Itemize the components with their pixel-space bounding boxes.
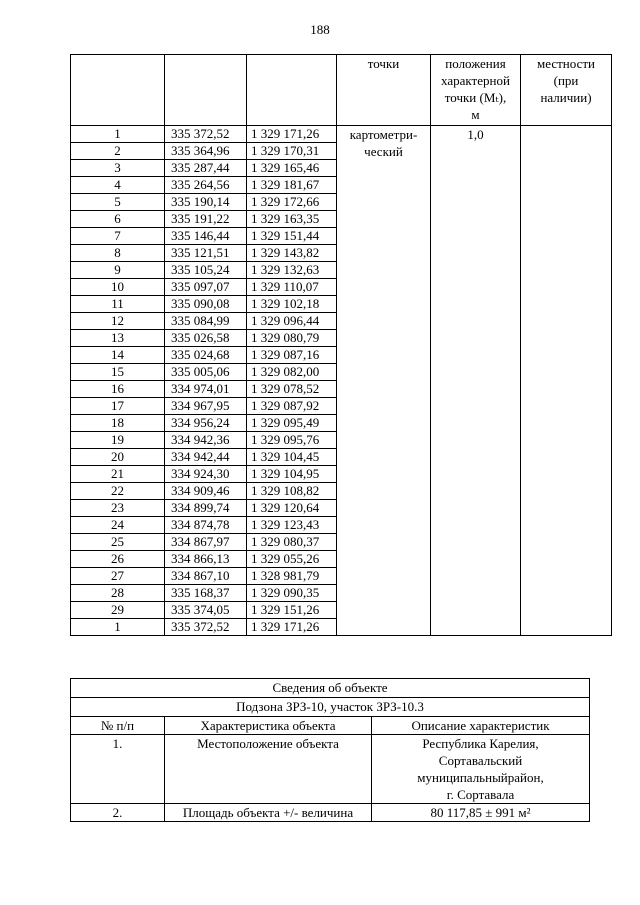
object-info-title: Сведения об объекте [71,679,590,698]
description-line: г. Сортавала [446,787,515,802]
y-coordinate-cell: 1 329 102,18 [247,296,337,313]
header-line: характерной [441,73,510,88]
point-number-cell: 26 [71,551,165,568]
point-number-cell: 27 [71,568,165,585]
point-number-cell: 22 [71,483,165,500]
x-coordinate-cell: 335 121,51 [165,245,247,262]
x-coordinate-cell: 334 924,30 [165,466,247,483]
info-row-characteristic: Местоположение объекта [165,735,372,804]
point-number-cell: 7 [71,228,165,245]
x-coordinate-cell: 334 942,44 [165,449,247,466]
method-line: картометри- [349,127,418,142]
y-coordinate-cell: 1 329 087,92 [247,398,337,415]
x-coordinate-cell: 335 372,52 [165,126,247,143]
y-coordinate-cell: 1 329 172,66 [247,194,337,211]
y-coordinate-cell: 1 329 055,26 [247,551,337,568]
description-line: муниципальныйрайон, [417,770,544,785]
y-coordinate-cell: 1 329 151,44 [247,228,337,245]
y-coordinate-cell: 1 329 104,45 [247,449,337,466]
y-coordinate-cell: 1 329 090,35 [247,585,337,602]
y-coordinate-cell: 1 329 096,44 [247,313,337,330]
y-coordinate-cell: 1 329 082,00 [247,364,337,381]
point-number-cell: 20 [71,449,165,466]
x-coordinate-cell: 334 956,24 [165,415,247,432]
x-coordinate-cell: 335 374,05 [165,602,247,619]
info-row-area [71,804,590,822]
point-number-cell: 29 [71,602,165,619]
y-coordinate-cell: 1 329 170,31 [247,143,337,160]
point-number-cell: 15 [71,364,165,381]
y-coordinate-cell: 1 329 132,63 [247,262,337,279]
info-row-number: 2. [71,804,165,822]
header-line: положения [445,56,506,71]
x-coordinate-cell: 334 899,74 [165,500,247,517]
point-number-cell: 8 [71,245,165,262]
x-coordinate-cell: 335 026,58 [165,330,247,347]
x-coordinate-cell: 335 024,68 [165,347,247,364]
method-line: ческий [364,144,403,159]
x-coordinate-cell: 334 974,01 [165,381,247,398]
y-coordinate-cell: 1 329 143,82 [247,245,337,262]
info-row-characteristic: Площадь объекта +/- величина [165,804,372,822]
info-row-description: 80 117,85 ± 991 м² [372,804,590,822]
object-info-subtitle: Подзона ЗРЗ-10, участок ЗРЗ-10.3 [71,698,590,717]
point-number-cell: 18 [71,415,165,432]
x-coordinate-cell: 335 264,56 [165,177,247,194]
point-number-cell: 4 [71,177,165,194]
point-number-cell: 11 [71,296,165,313]
y-coordinate-cell: 1 329 080,79 [247,330,337,347]
header-line: точки (Mₜ), [444,90,507,105]
y-coordinate-cell: 1 329 104,95 [247,466,337,483]
header-cell-description [521,55,612,126]
x-coordinate-cell: 334 942,36 [165,432,247,449]
header-cell-accuracy [431,55,521,126]
method-cell [337,126,431,636]
x-coordinate-cell: 335 287,44 [165,160,247,177]
x-coordinate-cell: 335 105,24 [165,262,247,279]
column-header-description: Описание характеристик [372,717,590,735]
point-number-cell: 21 [71,466,165,483]
x-coordinate-cell: 335 005,06 [165,364,247,381]
point-number-cell: 23 [71,500,165,517]
point-number-cell: 24 [71,517,165,534]
x-coordinate-cell: 334 866,13 [165,551,247,568]
x-coordinate-cell: 335 190,14 [165,194,247,211]
point-number-cell: 19 [71,432,165,449]
point-number-cell: 16 [71,381,165,398]
point-number-cell: 1 [71,126,165,143]
x-coordinate-cell: 334 874,78 [165,517,247,534]
y-coordinate-cell: 1 329 095,49 [247,415,337,432]
coordinates-table [70,54,612,636]
x-coordinate-cell: 335 191,22 [165,211,247,228]
y-coordinate-cell: 1 329 095,76 [247,432,337,449]
info-row-description [372,735,590,804]
header-line: м [471,107,480,122]
point-number-cell: 28 [71,585,165,602]
y-coordinate-cell: 1 329 120,64 [247,500,337,517]
x-coordinate-cell: 334 867,10 [165,568,247,585]
y-coordinate-cell: 1 329 163,35 [247,211,337,228]
y-coordinate-cell: 1 329 078,52 [247,381,337,398]
header-line: местности [537,56,595,71]
point-number-cell: 5 [71,194,165,211]
y-coordinate-cell: 1 329 108,82 [247,483,337,500]
x-coordinate-cell: 334 909,46 [165,483,247,500]
y-coordinate-cell: 1 329 171,26 [247,126,337,143]
point-number-cell: 25 [71,534,165,551]
column-header-number: № п/п [71,717,165,735]
point-number-cell: 2 [71,143,165,160]
point-number-cell: 13 [71,330,165,347]
accuracy-cell: 1,0 [431,126,521,636]
y-coordinate-cell: 1 329 151,26 [247,602,337,619]
description-cell [521,126,612,636]
point-number-cell: 3 [71,160,165,177]
header-cell-method [337,55,431,126]
description-line: Сортавальский [438,753,523,768]
y-coordinate-cell: 1 329 110,07 [247,279,337,296]
info-row-number: 1. [71,735,165,804]
point-number-cell: 12 [71,313,165,330]
page-number: 188 [310,22,330,37]
x-coordinate-cell: 335 090,08 [165,296,247,313]
point-number-cell: 9 [71,262,165,279]
x-coordinate-cell: 334 967,95 [165,398,247,415]
y-coordinate-cell: 1 329 171,26 [247,619,337,636]
x-coordinate-cell: 335 146,44 [165,228,247,245]
info-row-location [71,735,590,804]
point-number-cell: 10 [71,279,165,296]
y-coordinate-cell: 1 329 165,46 [247,160,337,177]
x-coordinate-cell: 334 867,97 [165,534,247,551]
header-line: (при [553,73,579,88]
header-cell-y [247,55,337,126]
header-line: точки [367,56,400,71]
description-line: Республика Карелия, [422,736,539,751]
y-coordinate-cell: 1 329 123,43 [247,517,337,534]
column-header-characteristic: Характеристика объекта [165,717,372,735]
point-number-cell: 17 [71,398,165,415]
y-coordinate-cell: 1 329 080,37 [247,534,337,551]
point-number-cell: 1 [71,619,165,636]
x-coordinate-cell: 335 168,37 [165,585,247,602]
table-row [71,126,612,143]
object-info-table [70,678,590,822]
y-coordinate-cell: 1 329 181,67 [247,177,337,194]
y-coordinate-cell: 1 328 981,79 [247,568,337,585]
point-number-cell: 14 [71,347,165,364]
header-cell-x [165,55,247,126]
x-coordinate-cell: 335 372,52 [165,619,247,636]
x-coordinate-cell: 335 097,07 [165,279,247,296]
coordinates-header-row [71,55,612,126]
header-cell-number [71,55,165,126]
header-line: наличии) [540,90,592,105]
y-coordinate-cell: 1 329 087,16 [247,347,337,364]
x-coordinate-cell: 335 084,99 [165,313,247,330]
point-number-cell: 6 [71,211,165,228]
x-coordinate-cell: 335 364,96 [165,143,247,160]
